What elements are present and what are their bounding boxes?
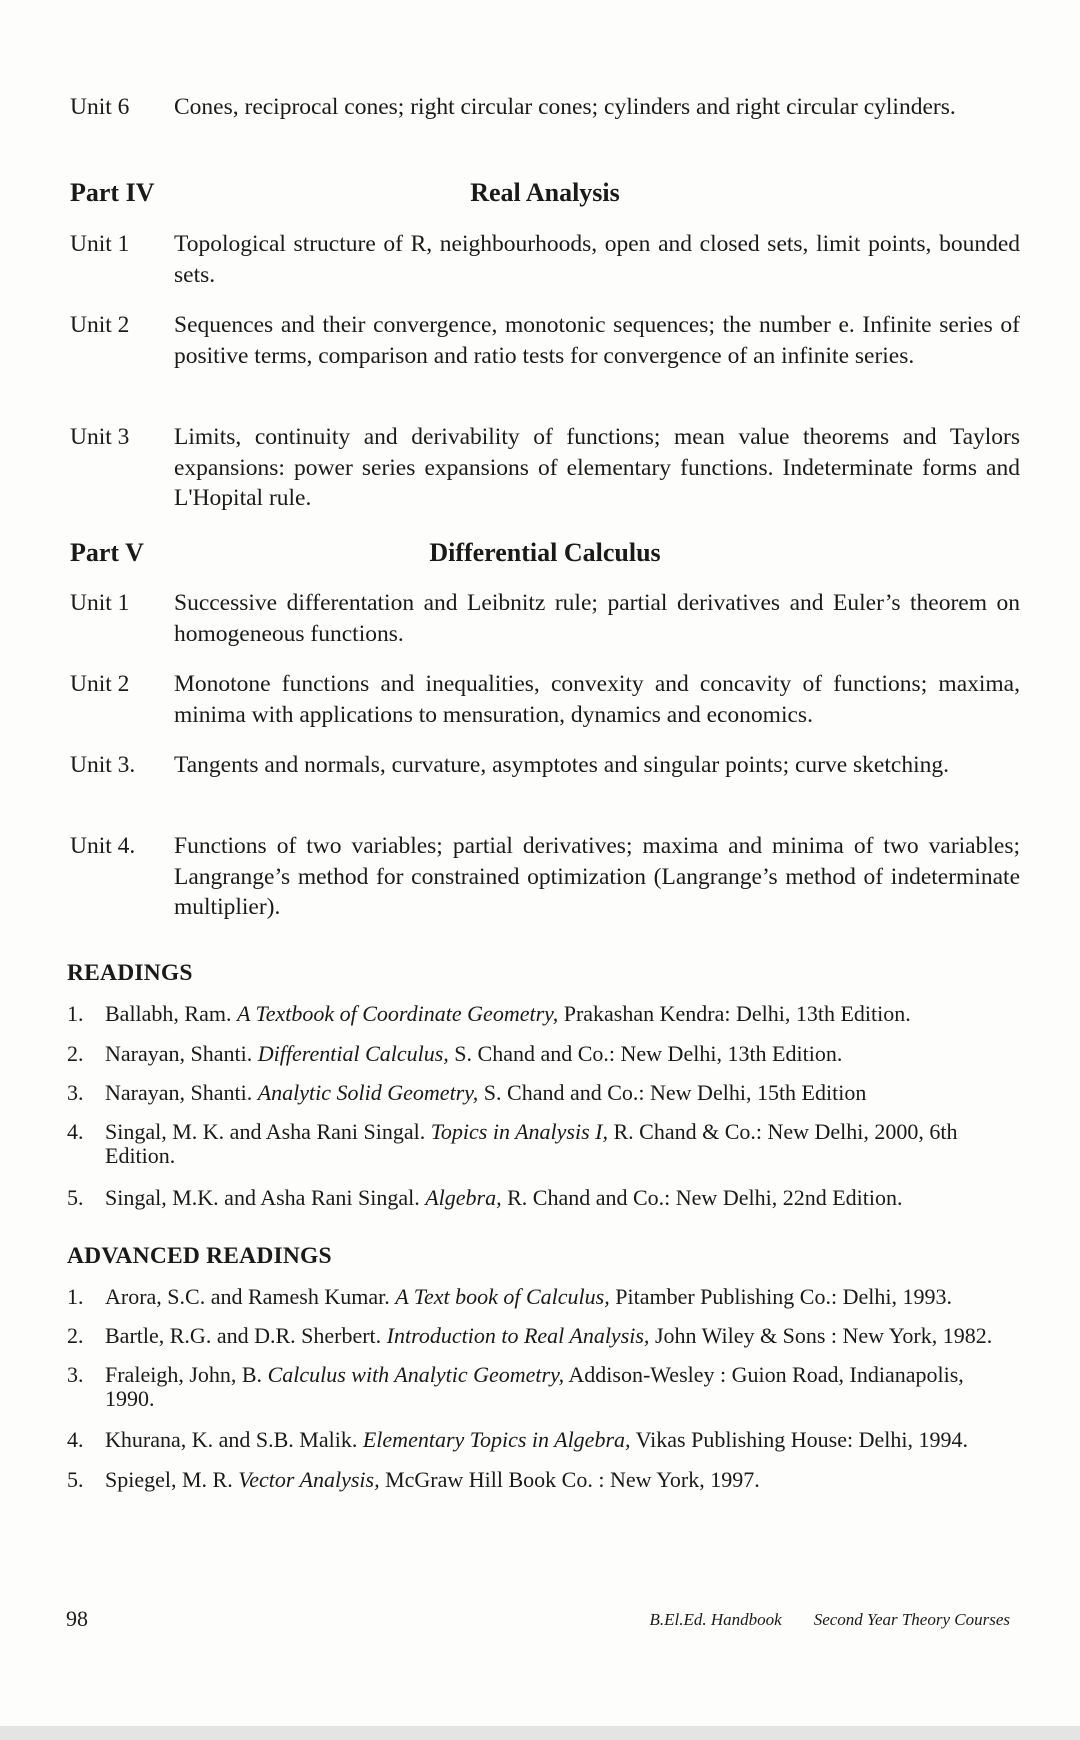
reading-publisher: John Wiley & Sons : New York, 1982.	[649, 1323, 993, 1348]
reading-book-title: Algebra,	[425, 1185, 502, 1210]
reading-number: 4.	[67, 1427, 84, 1452]
unit-row	[70, 669, 1020, 730]
reading-book-title: Analytic Solid Geometry,	[257, 1080, 479, 1105]
reading-publisher: S. Chand and Co.: New Delhi, 13th Edition.	[448, 1041, 843, 1066]
reading-author: Spiegel, M. R.	[105, 1467, 239, 1492]
reading-book-title: Calculus with Analytic Geometry,	[267, 1362, 565, 1387]
part-title: Differential Calculus	[429, 538, 661, 567]
reading-citation	[105, 1042, 1017, 1066]
part-label: Part IV	[70, 178, 155, 207]
reading-item	[67, 1081, 1017, 1105]
reading-publisher: Pitamber Publishing Co.: Delhi, 1993.	[609, 1284, 952, 1309]
unit-description: Limits, continuity and derivability of functions; mean value theorems and Taylors expansions: power series expansions of elementary functions. Indeterminate forms and L'Hopital rule.	[174, 424, 1020, 511]
unit-label: Unit 4.	[70, 833, 136, 859]
reading-author: Ballabh, Ram.	[105, 1001, 237, 1026]
reading-book-title: Topics in Analysis I,	[430, 1119, 608, 1144]
unit-label: Unit 3.	[70, 752, 136, 778]
reading-number: 2.	[67, 1323, 84, 1348]
reading-author: Fraleigh, John, B.	[105, 1362, 268, 1387]
reading-item	[67, 1002, 1017, 1026]
reading-citation	[105, 1428, 1017, 1452]
page-number: 98	[66, 1606, 88, 1631]
reading-citation	[105, 1120, 1017, 1168]
unit-description: Sequences and their convergence, monotonic sequences; the number e. Infinite series of positive terms, comparison and ratio tests for convergence of an infinite series.	[174, 312, 1020, 369]
part-title: Real Analysis	[470, 178, 620, 207]
unit-label: Unit 2	[70, 671, 130, 697]
reading-citation	[105, 1324, 1017, 1348]
unit-row	[70, 310, 1020, 371]
unit-label: Unit 3	[70, 424, 130, 450]
reading-number: 5.	[67, 1185, 84, 1210]
reading-author: Singal, M.K. and Asha Rani Singal.	[105, 1185, 426, 1210]
reading-author: Narayan, Shanti.	[105, 1080, 258, 1105]
reading-publisher: R. Chand & Co.: New Delhi, 2000, 6th Edition.	[105, 1119, 958, 1168]
handbook-title: B.El.Ed. Handbook	[649, 1610, 782, 1629]
unit-row	[70, 588, 1020, 649]
running-footer	[650, 1610, 1011, 1630]
reading-author: Arora, S.C. and Ramesh Kumar.	[105, 1284, 396, 1309]
part-heading	[70, 536, 1020, 570]
reading-book-title: A Text book of Calculus,	[395, 1284, 610, 1309]
reading-book-title: A Textbook of Coordinate Geometry,	[236, 1001, 559, 1026]
reading-number: 2.	[67, 1041, 84, 1066]
reading-publisher: McGraw Hill Book Co. : New York, 1997.	[379, 1467, 760, 1492]
reading-number: 1.	[67, 1284, 84, 1309]
reading-citation	[105, 1186, 1017, 1210]
reading-author: Singal, M. K. and Asha Rani Singal.	[105, 1119, 431, 1144]
bottom-edge	[0, 1726, 1080, 1740]
reading-citation	[105, 1081, 1017, 1105]
unit-row	[70, 831, 1020, 923]
readings-heading: READINGS	[67, 960, 193, 986]
reading-author: Khurana, K. and S.B. Malik.	[105, 1427, 363, 1452]
part-label: Part V	[70, 538, 144, 567]
reading-book-title: Differential Calculus,	[257, 1041, 449, 1066]
part-heading	[70, 176, 1020, 210]
unit-description: Successive differentation and Leibnitz rule; partial derivatives and Euler’s theorem on homogeneous functions.	[174, 590, 1020, 647]
reading-citation	[105, 1285, 1017, 1309]
reading-publisher: Vikas Publishing House: Delhi, 1994.	[630, 1427, 968, 1452]
unit-row	[70, 422, 1020, 514]
unit-description: Functions of two variables; partial derivatives; maxima and minima of two variables; Langrange’s method for constrained optimization (Langrange’s method of indeterminate multiplier).	[174, 833, 1020, 920]
reading-author: Narayan, Shanti.	[105, 1041, 258, 1066]
reading-number: 3.	[67, 1362, 84, 1387]
unit-label: Unit 1	[70, 231, 130, 257]
reading-publisher: R. Chand and Co.: New Delhi, 22nd Edition.	[501, 1185, 903, 1210]
reading-publisher: Addison-Wesley : Guion Road, Indianapolis, 1990.	[105, 1362, 964, 1411]
reading-number: 4.	[67, 1119, 84, 1144]
unit-label: Unit 2	[70, 312, 130, 338]
course-title: Second Year Theory Courses	[813, 1610, 1010, 1629]
reading-book-title: Vector Analysis,	[238, 1467, 380, 1492]
reading-item	[67, 1428, 1017, 1452]
unit-label: Unit 1	[70, 590, 130, 616]
reading-item	[67, 1042, 1017, 1066]
reading-item	[67, 1285, 1017, 1309]
unit-description: Cones, reciprocal cones; right circular cones; cylinders and right circular cylinders.	[174, 94, 956, 120]
unit-row	[70, 750, 1020, 781]
unit-label: Unit 6	[70, 94, 130, 120]
reading-number: 3.	[67, 1080, 84, 1105]
reading-citation	[105, 1363, 1017, 1411]
reading-book-title: Elementary Topics in Algebra,	[362, 1427, 631, 1452]
reading-author: Bartle, R.G. and D.R. Sherbert.	[105, 1323, 387, 1348]
unit-description: Monotone functions and inequalities, convexity and concavity of functions; maxima, minima with applications to mensuration, dynamics and economics.	[174, 671, 1020, 728]
reading-item	[67, 1120, 1017, 1168]
unit-row	[70, 229, 1020, 290]
reading-number: 5.	[67, 1467, 84, 1492]
reading-item	[67, 1468, 1017, 1492]
unit-row	[70, 92, 1020, 123]
reading-publisher: S. Chand and Co.: New Delhi, 15th Edition	[478, 1080, 867, 1105]
reading-citation	[105, 1468, 1017, 1492]
reading-item	[67, 1186, 1017, 1210]
reading-citation	[105, 1002, 1017, 1026]
reading-book-title: Introduction to Real Analysis,	[386, 1323, 650, 1348]
unit-description: Tangents and normals, curvature, asymptotes and singular points; curve sketching.	[174, 752, 949, 778]
reading-item	[67, 1363, 1017, 1411]
reading-publisher: Prakashan Kendra: Delhi, 13th Edition.	[558, 1001, 911, 1026]
advanced-readings-heading: ADVANCED READINGS	[67, 1243, 332, 1269]
unit-description: Topological structure of R, neighbourhoods, open and closed sets, limit points, bounded sets.	[174, 231, 1020, 288]
reading-number: 1.	[67, 1001, 84, 1026]
reading-item	[67, 1324, 1017, 1348]
